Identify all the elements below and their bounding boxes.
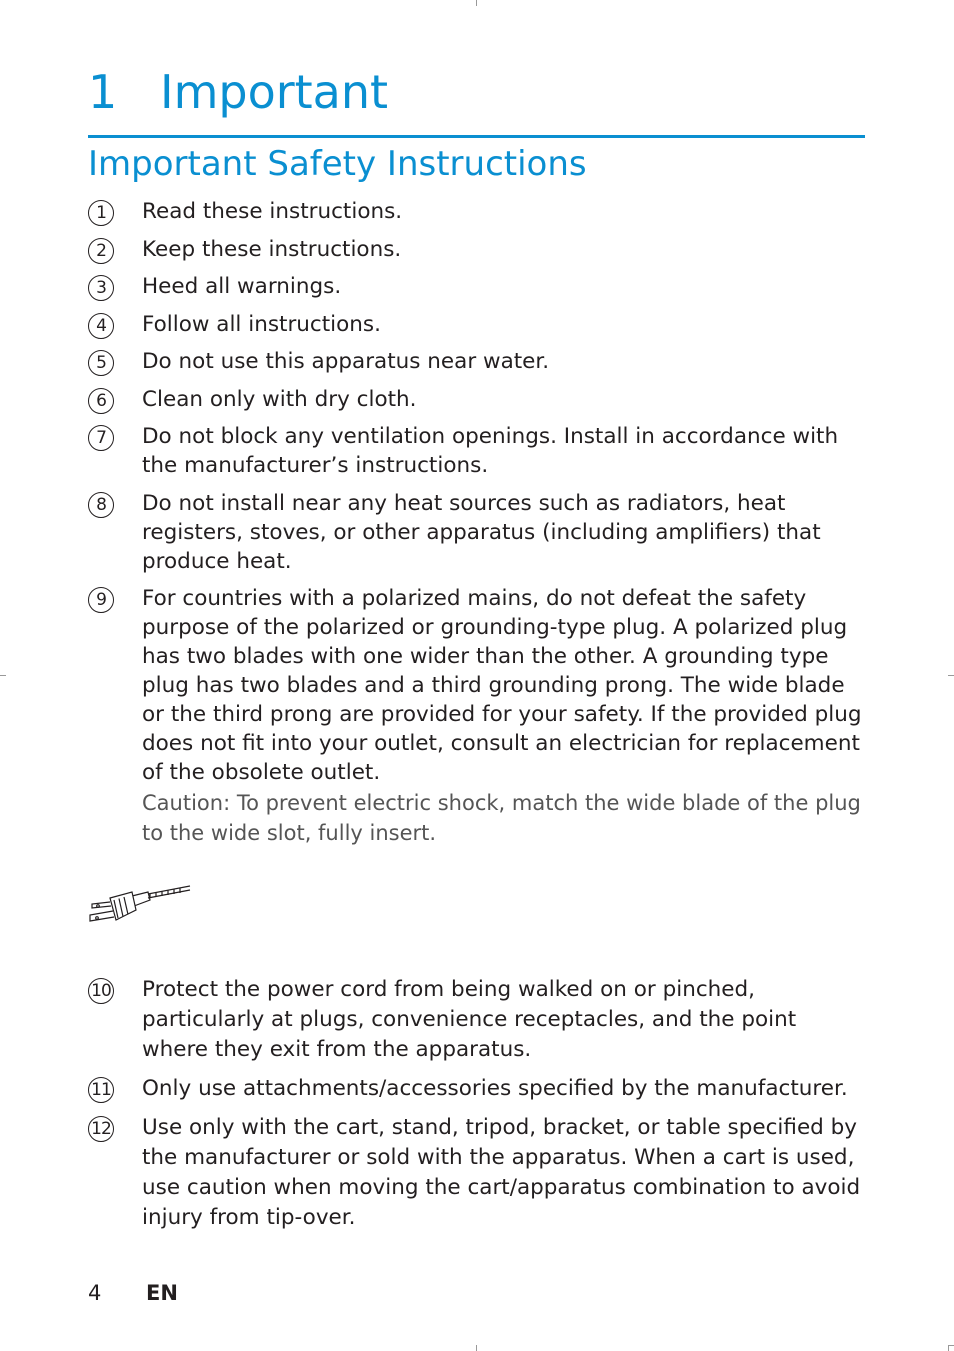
section-title: Important Safety Instructions: [88, 144, 587, 184]
list-item: [88, 489, 868, 576]
list-item: [88, 272, 868, 301]
list-item: [88, 1113, 868, 1233]
item-number-badge: 5: [88, 350, 114, 376]
list-item: [88, 422, 868, 480]
item-number-badge: 7: [88, 425, 114, 451]
chapter-title: Important: [160, 65, 389, 119]
chapter-number: 1: [88, 65, 118, 119]
item-number-badge: 10: [88, 978, 114, 1004]
crop-mark: [948, 1345, 949, 1351]
item-number-badge: 6: [88, 388, 114, 414]
heading-rule: [88, 135, 865, 138]
item-text: For countries with a polarized mains, do not defeat the safety purpose of the polarized or grounding-type plug. A polarized plug has two blades with one wider than the other. A grounding type plug has two blades and a third grounding prong. The wide blade or the third prong are provided for your safety. If the provided plug does not fit into your outlet, consult an electrician for replacement of the obsolete outlet.: [142, 586, 862, 785]
list-item: [88, 235, 868, 264]
item-text: Do not block any ventilation openings. Install in accordance with the manufacturer’s instructions.: [142, 424, 839, 478]
item-text: Do not use this apparatus near water.: [142, 349, 550, 374]
item-text: Follow all instructions.: [142, 311, 381, 337]
item-number-badge: 8: [88, 492, 114, 518]
page-number: 4: [88, 1281, 102, 1305]
item-text: Read these instructions.: [142, 199, 403, 224]
language-code: EN: [146, 1281, 178, 1305]
polarized-plug-icon: [86, 880, 192, 928]
caution-note: Caution: To prevent electric shock, match the wide blade of the plug to the wide slot, fully insert.: [142, 791, 861, 845]
list-item: [88, 197, 868, 226]
safety-instructions-list-continued: [88, 975, 868, 1242]
list-item: [88, 975, 868, 1065]
item-number-badge: 1: [88, 200, 114, 226]
item-number-badge: 4: [88, 313, 114, 339]
item-number-badge: 9: [88, 587, 114, 613]
item-number-badge: 11: [88, 1077, 114, 1103]
item-text: Use only with the cart, stand, tripod, bracket, or table specified by the manufacturer or sold with the apparatus. When a cart is used, use caution when moving the cart/apparatus combination to avoid injury from tip-over.: [142, 1115, 861, 1230]
list-item: [88, 310, 868, 339]
list-item: [88, 1074, 868, 1104]
item-text: Protect the power cord from being walked on or pinched, particularly at plugs, convenience receptacles, and the point where they exit from the apparatus.: [142, 977, 797, 1062]
list-item: [88, 385, 868, 414]
crop-mark: [0, 675, 6, 676]
list-item: [88, 584, 868, 848]
item-number-badge: 12: [88, 1116, 114, 1142]
crop-mark: [476, 0, 477, 6]
item-text: Do not install near any heat sources such as radiators, heat registers, stoves, or other apparatus (including amplifiers) that produce heat.: [142, 490, 821, 574]
item-text: Clean only with dry cloth.: [142, 386, 417, 412]
chapter-heading: [88, 64, 388, 120]
list-item: [88, 347, 868, 376]
item-text: Keep these instructions.: [142, 236, 402, 262]
item-number-badge: 2: [88, 238, 114, 264]
item-text: Only use attachments/accessories specified by the manufacturer.: [142, 1076, 848, 1101]
crop-mark: [948, 675, 954, 676]
item-number-badge: 3: [88, 275, 114, 301]
item-text: Heed all warnings.: [142, 274, 342, 299]
safety-instructions-list: [88, 197, 868, 857]
crop-mark: [476, 1345, 477, 1351]
